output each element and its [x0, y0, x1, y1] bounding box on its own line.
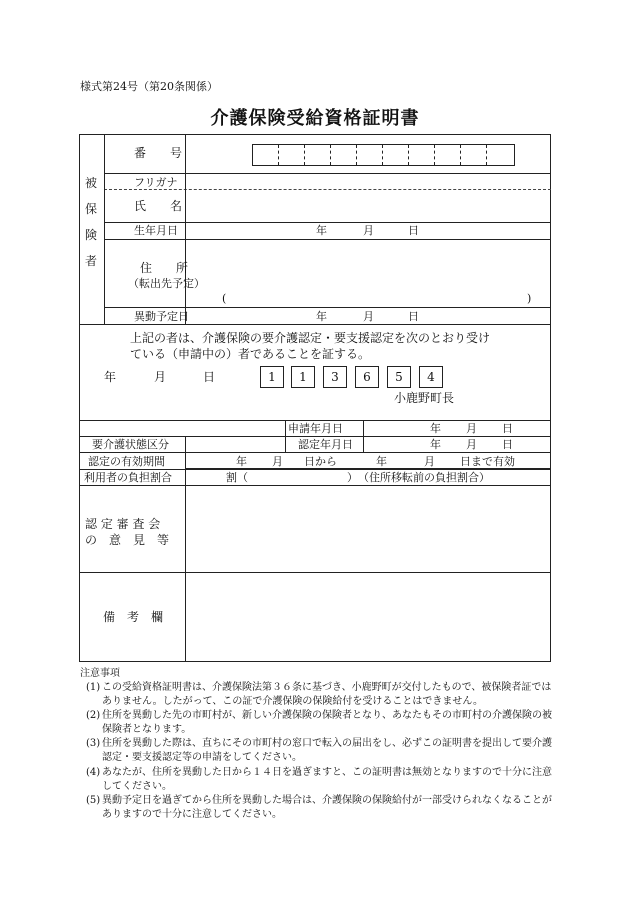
- certification-text-line1: 上記の者は、介護保険の要介護認定・要支援認定を次のとおり受け: [130, 331, 491, 345]
- name-label: 氏 名: [134, 199, 183, 213]
- code-digit: 1: [291, 366, 315, 388]
- application-date-label: 申請年月日: [288, 422, 343, 435]
- code-digit: 3: [323, 366, 347, 388]
- application-day-unit: 日: [502, 422, 513, 435]
- code-digit: 5: [387, 366, 411, 388]
- care-level-label: 要介護状態区分: [92, 438, 169, 451]
- side-label-3: 険: [84, 228, 97, 242]
- cert-year-unit: 年: [104, 370, 117, 384]
- cert-date-year-unit: 年: [430, 438, 441, 451]
- application-month-unit: 月: [466, 422, 477, 435]
- validity-to-day: 日まで有効: [460, 455, 515, 468]
- side-label-2: 保: [84, 202, 97, 216]
- review-label-1: 認 定 審 査 会: [85, 517, 161, 531]
- birth-year-unit: 年: [316, 224, 327, 237]
- address-paren-close: ): [527, 292, 532, 305]
- burden-label: 利用者の負担割合: [84, 471, 172, 484]
- document-title: 介護保険受給資格証明書: [210, 108, 420, 129]
- application-year-unit: 年: [430, 422, 441, 435]
- validity-label: 認定の有効期間: [88, 455, 165, 468]
- note-item: (5) 異動予定日を過ぎてから住所を異動した場合は、介護保険の保険給付が一部受けられなくなることがありますので十分に注意してください。: [86, 795, 552, 820]
- move-month-unit: 月: [363, 310, 374, 323]
- form-border: [79, 134, 551, 662]
- cert-date-day-unit: 日: [502, 438, 513, 451]
- burden-value: 割（ ） （住所移転前の負担割合）: [226, 471, 490, 484]
- validity-to-month: 月: [424, 455, 435, 468]
- address-sub-label: （転出先予定）: [128, 277, 205, 290]
- note-item: (4) あなたが、住所を異動した日から１４日を過ぎますと、この証明書は無効となりますので十分に注意してください。: [86, 767, 552, 792]
- birth-day-unit: 日: [408, 224, 419, 237]
- address-paren-open: (: [222, 292, 227, 305]
- side-label-4: 者: [84, 254, 97, 268]
- address-label: 住 所: [140, 261, 189, 275]
- remarks-label: 備 考 欄: [103, 610, 164, 624]
- note-item: (2) 住所を異動した先の市町村が、新しい介護保険の保険者となり、あなたもその市町村の介護保険の被保険者となります。: [86, 710, 552, 735]
- code-digit: 6: [355, 366, 379, 388]
- number-field[interactable]: [252, 144, 515, 166]
- cert-date-label: 認定年月日: [298, 438, 353, 451]
- note-item: (3) 住所を異動した際は、直ちにその市町村の窓口で転入の届出をし、必ずこの証明書を提出して要介護認定・要支援認定等の申請をしてください。: [86, 738, 552, 763]
- birth-date-label: 生年月日: [134, 224, 178, 237]
- issuer-name: 小鹿野町長: [394, 391, 455, 405]
- validity-from-year: 年: [236, 455, 247, 468]
- review-label-2: の 意 見 等: [85, 533, 170, 547]
- cert-month-unit: 月: [154, 370, 167, 384]
- cert-date-month-unit: 月: [466, 438, 477, 451]
- move-year-unit: 年: [316, 310, 327, 323]
- code-digit: 1: [260, 366, 284, 388]
- certification-text-line2: ている（申請中の）者であることを証する。: [130, 347, 371, 361]
- move-date-label: 異動予定日: [134, 310, 189, 323]
- cert-day-unit: 日: [203, 370, 216, 384]
- notes-heading: 注意事項: [80, 668, 120, 679]
- birth-month-unit: 月: [363, 224, 374, 237]
- furigana-label: フリガナ: [134, 176, 178, 189]
- validity-from-month: 月: [272, 455, 283, 468]
- code-digit: 4: [419, 366, 443, 388]
- move-day-unit: 日: [408, 310, 419, 323]
- form-number: 様式第24号（第20条関係）: [80, 80, 218, 93]
- side-label-1: 被: [84, 176, 97, 190]
- number-label: 番 号: [134, 146, 183, 160]
- note-item: (1) この受給資格証明書は、介護保険法第３６条に基づき、小鹿野町が交付したもので、被保険者証ではありません。したがって、この証で介護保険の保険給付を受けることはできません。: [86, 682, 552, 707]
- validity-to-year: 年: [376, 455, 387, 468]
- validity-from-day: 日から: [304, 455, 337, 468]
